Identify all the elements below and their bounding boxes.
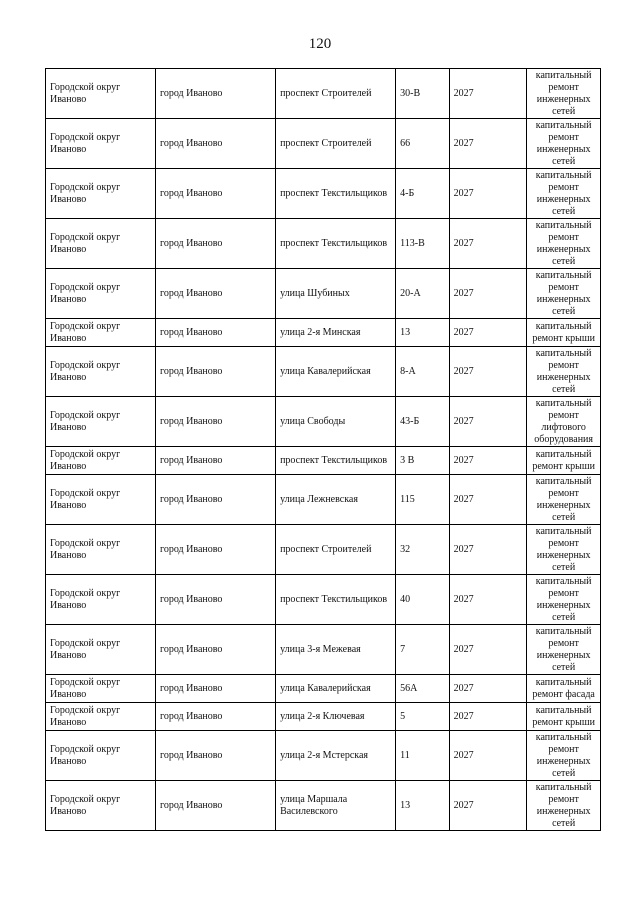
street-cell: улица Свободы <box>276 397 396 447</box>
house-cell: 5 <box>396 703 449 731</box>
city-cell: город Иваново <box>155 675 275 703</box>
street-cell: проспект Строителей <box>276 69 396 119</box>
table-row <box>46 525 601 575</box>
table-row <box>46 219 601 269</box>
year-cell: 2027 <box>449 703 527 731</box>
work-type-cell: капитальный ремонт крыши <box>527 703 601 731</box>
district-cell: Городской округ Иваново <box>46 525 156 575</box>
street-cell: проспект Строителей <box>276 119 396 169</box>
street-cell: улица 3-я Межевая <box>276 625 396 675</box>
year-cell: 2027 <box>449 447 527 475</box>
year-cell: 2027 <box>449 269 527 319</box>
work-type-cell: капитальный ремонт инженерных сетей <box>527 731 601 781</box>
district-cell: Городской округ Иваново <box>46 575 156 625</box>
work-type-cell: капитальный ремонт инженерных сетей <box>527 575 601 625</box>
work-type-cell: капитальный ремонт крыши <box>527 447 601 475</box>
house-cell: 30-В <box>396 69 449 119</box>
district-cell: Городской округ Иваново <box>46 397 156 447</box>
year-cell: 2027 <box>449 625 527 675</box>
district-cell: Городской округ Иваново <box>46 119 156 169</box>
district-cell: Городской округ Иваново <box>46 319 156 347</box>
street-cell: улица Маршала Василевского <box>276 781 396 831</box>
work-type-cell: капитальный ремонт лифтового оборудования <box>527 397 601 447</box>
city-cell: город Иваново <box>155 119 275 169</box>
work-type-cell: капитальный ремонт инженерных сетей <box>527 347 601 397</box>
work-type-cell: капитальный ремонт инженерных сетей <box>527 69 601 119</box>
house-cell: 20-А <box>396 269 449 319</box>
table-row <box>46 625 601 675</box>
house-cell: 7 <box>396 625 449 675</box>
street-cell: улица Шубиных <box>276 269 396 319</box>
district-cell: Городской округ Иваново <box>46 219 156 269</box>
table-row <box>46 675 601 703</box>
street-cell: проспект Текстильщиков <box>276 447 396 475</box>
house-cell: 3 В <box>396 447 449 475</box>
work-type-cell: капитальный ремонт крыши <box>527 319 601 347</box>
city-cell: город Иваново <box>155 703 275 731</box>
year-cell: 2027 <box>449 731 527 781</box>
table-row <box>46 169 601 219</box>
year-cell: 2027 <box>449 575 527 625</box>
city-cell: город Иваново <box>155 447 275 475</box>
city-cell: город Иваново <box>155 731 275 781</box>
table-row <box>46 575 601 625</box>
repair-schedule-table <box>45 68 601 831</box>
year-cell: 2027 <box>449 169 527 219</box>
house-cell: 115 <box>396 475 449 525</box>
district-cell: Городской округ Иваново <box>46 447 156 475</box>
table-row <box>46 731 601 781</box>
work-type-cell: капитальный ремонт инженерных сетей <box>527 625 601 675</box>
house-cell: 40 <box>396 575 449 625</box>
city-cell: город Иваново <box>155 625 275 675</box>
year-cell: 2027 <box>449 319 527 347</box>
table-row <box>46 781 601 831</box>
city-cell: город Иваново <box>155 69 275 119</box>
table-row <box>46 319 601 347</box>
city-cell: город Иваново <box>155 397 275 447</box>
street-cell: улица 2-я Минская <box>276 319 396 347</box>
page-number: 120 <box>308 36 332 52</box>
street-cell: улица 2-я Мстерская <box>276 731 396 781</box>
street-cell: проспект Текстильщиков <box>276 169 396 219</box>
year-cell: 2027 <box>449 119 527 169</box>
street-cell: улица Кавалерийская <box>276 675 396 703</box>
street-cell: проспект Строителей <box>276 525 396 575</box>
work-type-cell: капитальный ремонт инженерных сетей <box>527 781 601 831</box>
year-cell: 2027 <box>449 475 527 525</box>
year-cell: 2027 <box>449 347 527 397</box>
house-cell: 11 <box>396 731 449 781</box>
district-cell: Городской округ Иваново <box>46 269 156 319</box>
street-cell: улица 2-я Ключевая <box>276 703 396 731</box>
city-cell: город Иваново <box>155 475 275 525</box>
work-type-cell: капитальный ремонт фасада <box>527 675 601 703</box>
house-cell: 32 <box>396 525 449 575</box>
year-cell: 2027 <box>449 525 527 575</box>
house-cell: 13 <box>396 781 449 831</box>
year-cell: 2027 <box>449 397 527 447</box>
table-row <box>46 347 601 397</box>
work-type-cell: капитальный ремонт инженерных сетей <box>527 475 601 525</box>
district-cell: Городской округ Иваново <box>46 781 156 831</box>
work-type-cell: капитальный ремонт инженерных сетей <box>527 269 601 319</box>
house-cell: 66 <box>396 119 449 169</box>
city-cell: город Иваново <box>155 169 275 219</box>
city-cell: город Иваново <box>155 269 275 319</box>
district-cell: Городской округ Иваново <box>46 169 156 219</box>
district-cell: Городской округ Иваново <box>46 625 156 675</box>
district-cell: Городской округ Иваново <box>46 347 156 397</box>
house-cell: 113-В <box>396 219 449 269</box>
street-cell: проспект Текстильщиков <box>276 219 396 269</box>
city-cell: город Иваново <box>155 219 275 269</box>
street-cell: проспект Текстильщиков <box>276 575 396 625</box>
year-cell: 2027 <box>449 781 527 831</box>
city-cell: город Иваново <box>155 319 275 347</box>
table-row <box>46 119 601 169</box>
table-row <box>46 475 601 525</box>
work-type-cell: капитальный ремонт инженерных сетей <box>527 119 601 169</box>
table-row <box>46 397 601 447</box>
house-cell: 4-Б <box>396 169 449 219</box>
table-row <box>46 703 601 731</box>
table-row <box>46 69 601 119</box>
district-cell: Городской округ Иваново <box>46 703 156 731</box>
city-cell: город Иваново <box>155 525 275 575</box>
district-cell: Городской округ Иваново <box>46 675 156 703</box>
year-cell: 2027 <box>449 219 527 269</box>
district-cell: Городской округ Иваново <box>46 731 156 781</box>
house-cell: 56А <box>396 675 449 703</box>
house-cell: 8-А <box>396 347 449 397</box>
city-cell: город Иваново <box>155 781 275 831</box>
street-cell: улица Кавалерийская <box>276 347 396 397</box>
work-type-cell: капитальный ремонт инженерных сетей <box>527 219 601 269</box>
year-cell: 2027 <box>449 675 527 703</box>
city-cell: город Иваново <box>155 347 275 397</box>
house-cell: 13 <box>396 319 449 347</box>
table-row <box>46 447 601 475</box>
table-row <box>46 269 601 319</box>
city-cell: город Иваново <box>155 575 275 625</box>
district-cell: Городской округ Иваново <box>46 475 156 525</box>
work-type-cell: капитальный ремонт инженерных сетей <box>527 169 601 219</box>
year-cell: 2027 <box>449 69 527 119</box>
street-cell: улица Лежневская <box>276 475 396 525</box>
district-cell: Городской округ Иваново <box>46 69 156 119</box>
house-cell: 43-Б <box>396 397 449 447</box>
work-type-cell: капитальный ремонт инженерных сетей <box>527 525 601 575</box>
